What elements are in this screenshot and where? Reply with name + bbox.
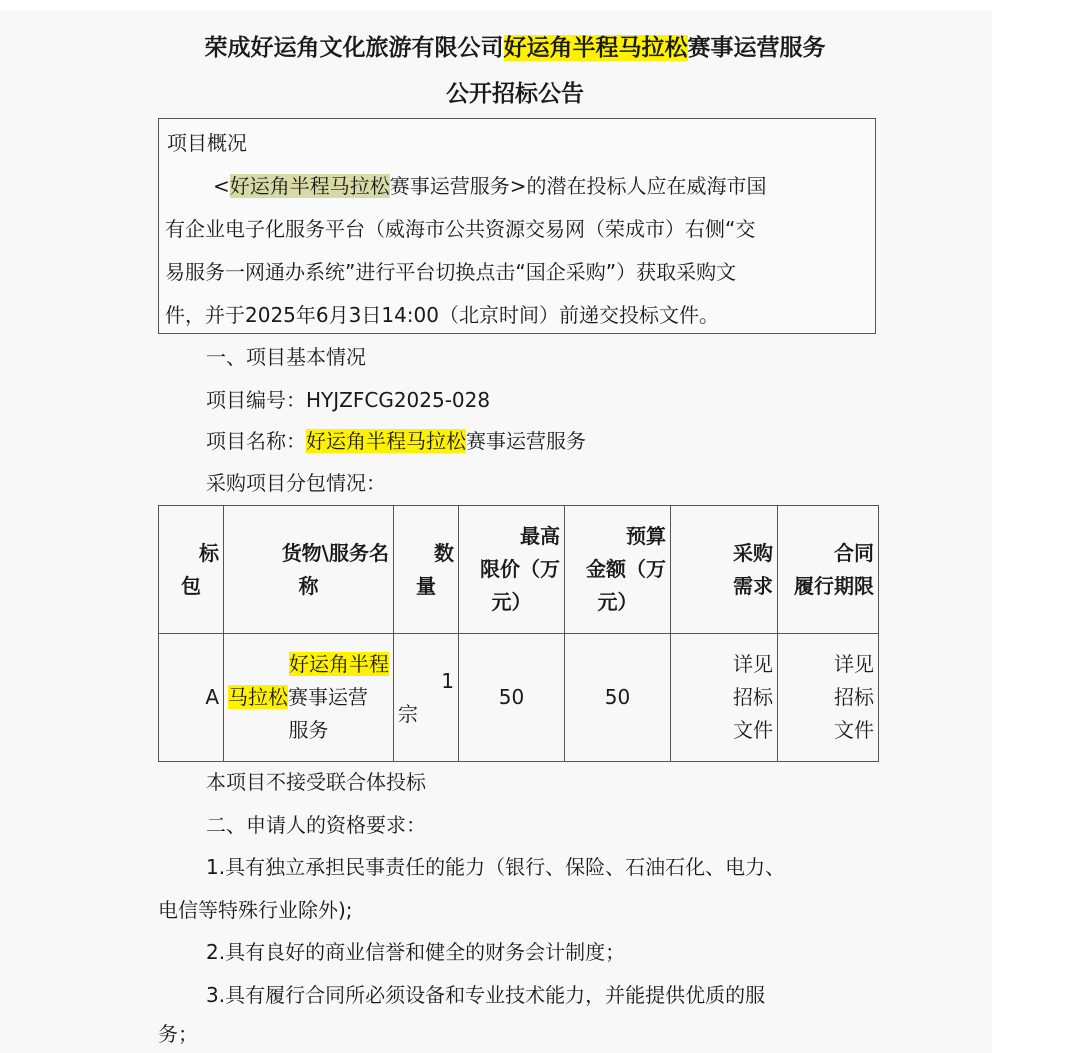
- cell-item-name: 好运角半程 马拉松赛事运营 服务: [224, 634, 394, 762]
- requirement-1-cont: 电信等特殊行业除外);: [158, 898, 353, 922]
- header-contract-term: 合同 履行期限: [778, 506, 879, 634]
- requirement-3-cont: 务；: [158, 1022, 198, 1046]
- project-number: 项目编号：HYJZFCG2025-028: [206, 388, 491, 412]
- header-budget: 预算 金额（万 元）: [565, 506, 671, 634]
- table-header-row: [159, 506, 879, 634]
- project-overview-box: [158, 118, 876, 334]
- requirement-3: 3.具有履行合同所必须设备和专业技术能力，并能提供优质的服: [206, 983, 766, 1007]
- table-row: [159, 634, 879, 762]
- package-table: [158, 505, 879, 762]
- section2-heading: 二、申请人的资格要求：: [206, 813, 426, 837]
- project-name: 项目名称：好运角半程马拉松赛事运营服务: [206, 429, 586, 453]
- overview-heading: 项目概况: [167, 131, 247, 155]
- selected-highlight: 好运角半程马拉松: [229, 174, 390, 198]
- title-highlight: 好运角半程马拉松: [503, 35, 688, 61]
- cell-contract-term: 详见 招标 文件: [778, 634, 879, 762]
- cell-requirements: 详见 招标 文件: [671, 634, 778, 762]
- title-org: 荣成好运角文化旅游有限公司: [204, 35, 504, 61]
- no-consortium-note: 本项目不接受联合体投标: [206, 770, 426, 794]
- header-package: 标 包: [159, 506, 224, 634]
- header-quantity: 数 量: [394, 506, 459, 634]
- header-max-price: 最高 限价（万 元）: [459, 506, 565, 634]
- header-item-name: 货物\服务名 称: [224, 506, 394, 634]
- requirement-1: 1.具有独立承担民事责任的能力（银行、保险、石油石化、电力、: [206, 855, 786, 879]
- cell-package: A: [159, 634, 224, 762]
- header-requirements: 采购 需求: [671, 506, 778, 634]
- announcement-title: [0, 32, 1030, 64]
- announcement-subtitle: 公开招标公告: [446, 81, 584, 107]
- cell-quantity: 1 宗: [394, 634, 459, 762]
- requirement-2: 2.具有良好的商业信誉和健全的财务会计制度；: [206, 940, 626, 964]
- title-service: 赛事运营服务: [687, 35, 826, 61]
- section1-heading: 一、项目基本情况: [206, 345, 366, 369]
- cell-max-price: 50: [459, 634, 565, 762]
- overview-text: <好运角半程马拉松赛事运营服务>的潜在投标人应在威海市国 有企业电子化服务平台（威海市公共资源交易网（荣成市）右侧“交 易服务一网通办系统”进行平台切换点击“国企采购”）获取采购文 件，并于2025年6月3日14:00（北京时间）前递交投标文件。: [165, 174, 767, 327]
- cell-budget: 50: [565, 634, 671, 762]
- packages-label: 采购项目分包情况：: [206, 471, 386, 495]
